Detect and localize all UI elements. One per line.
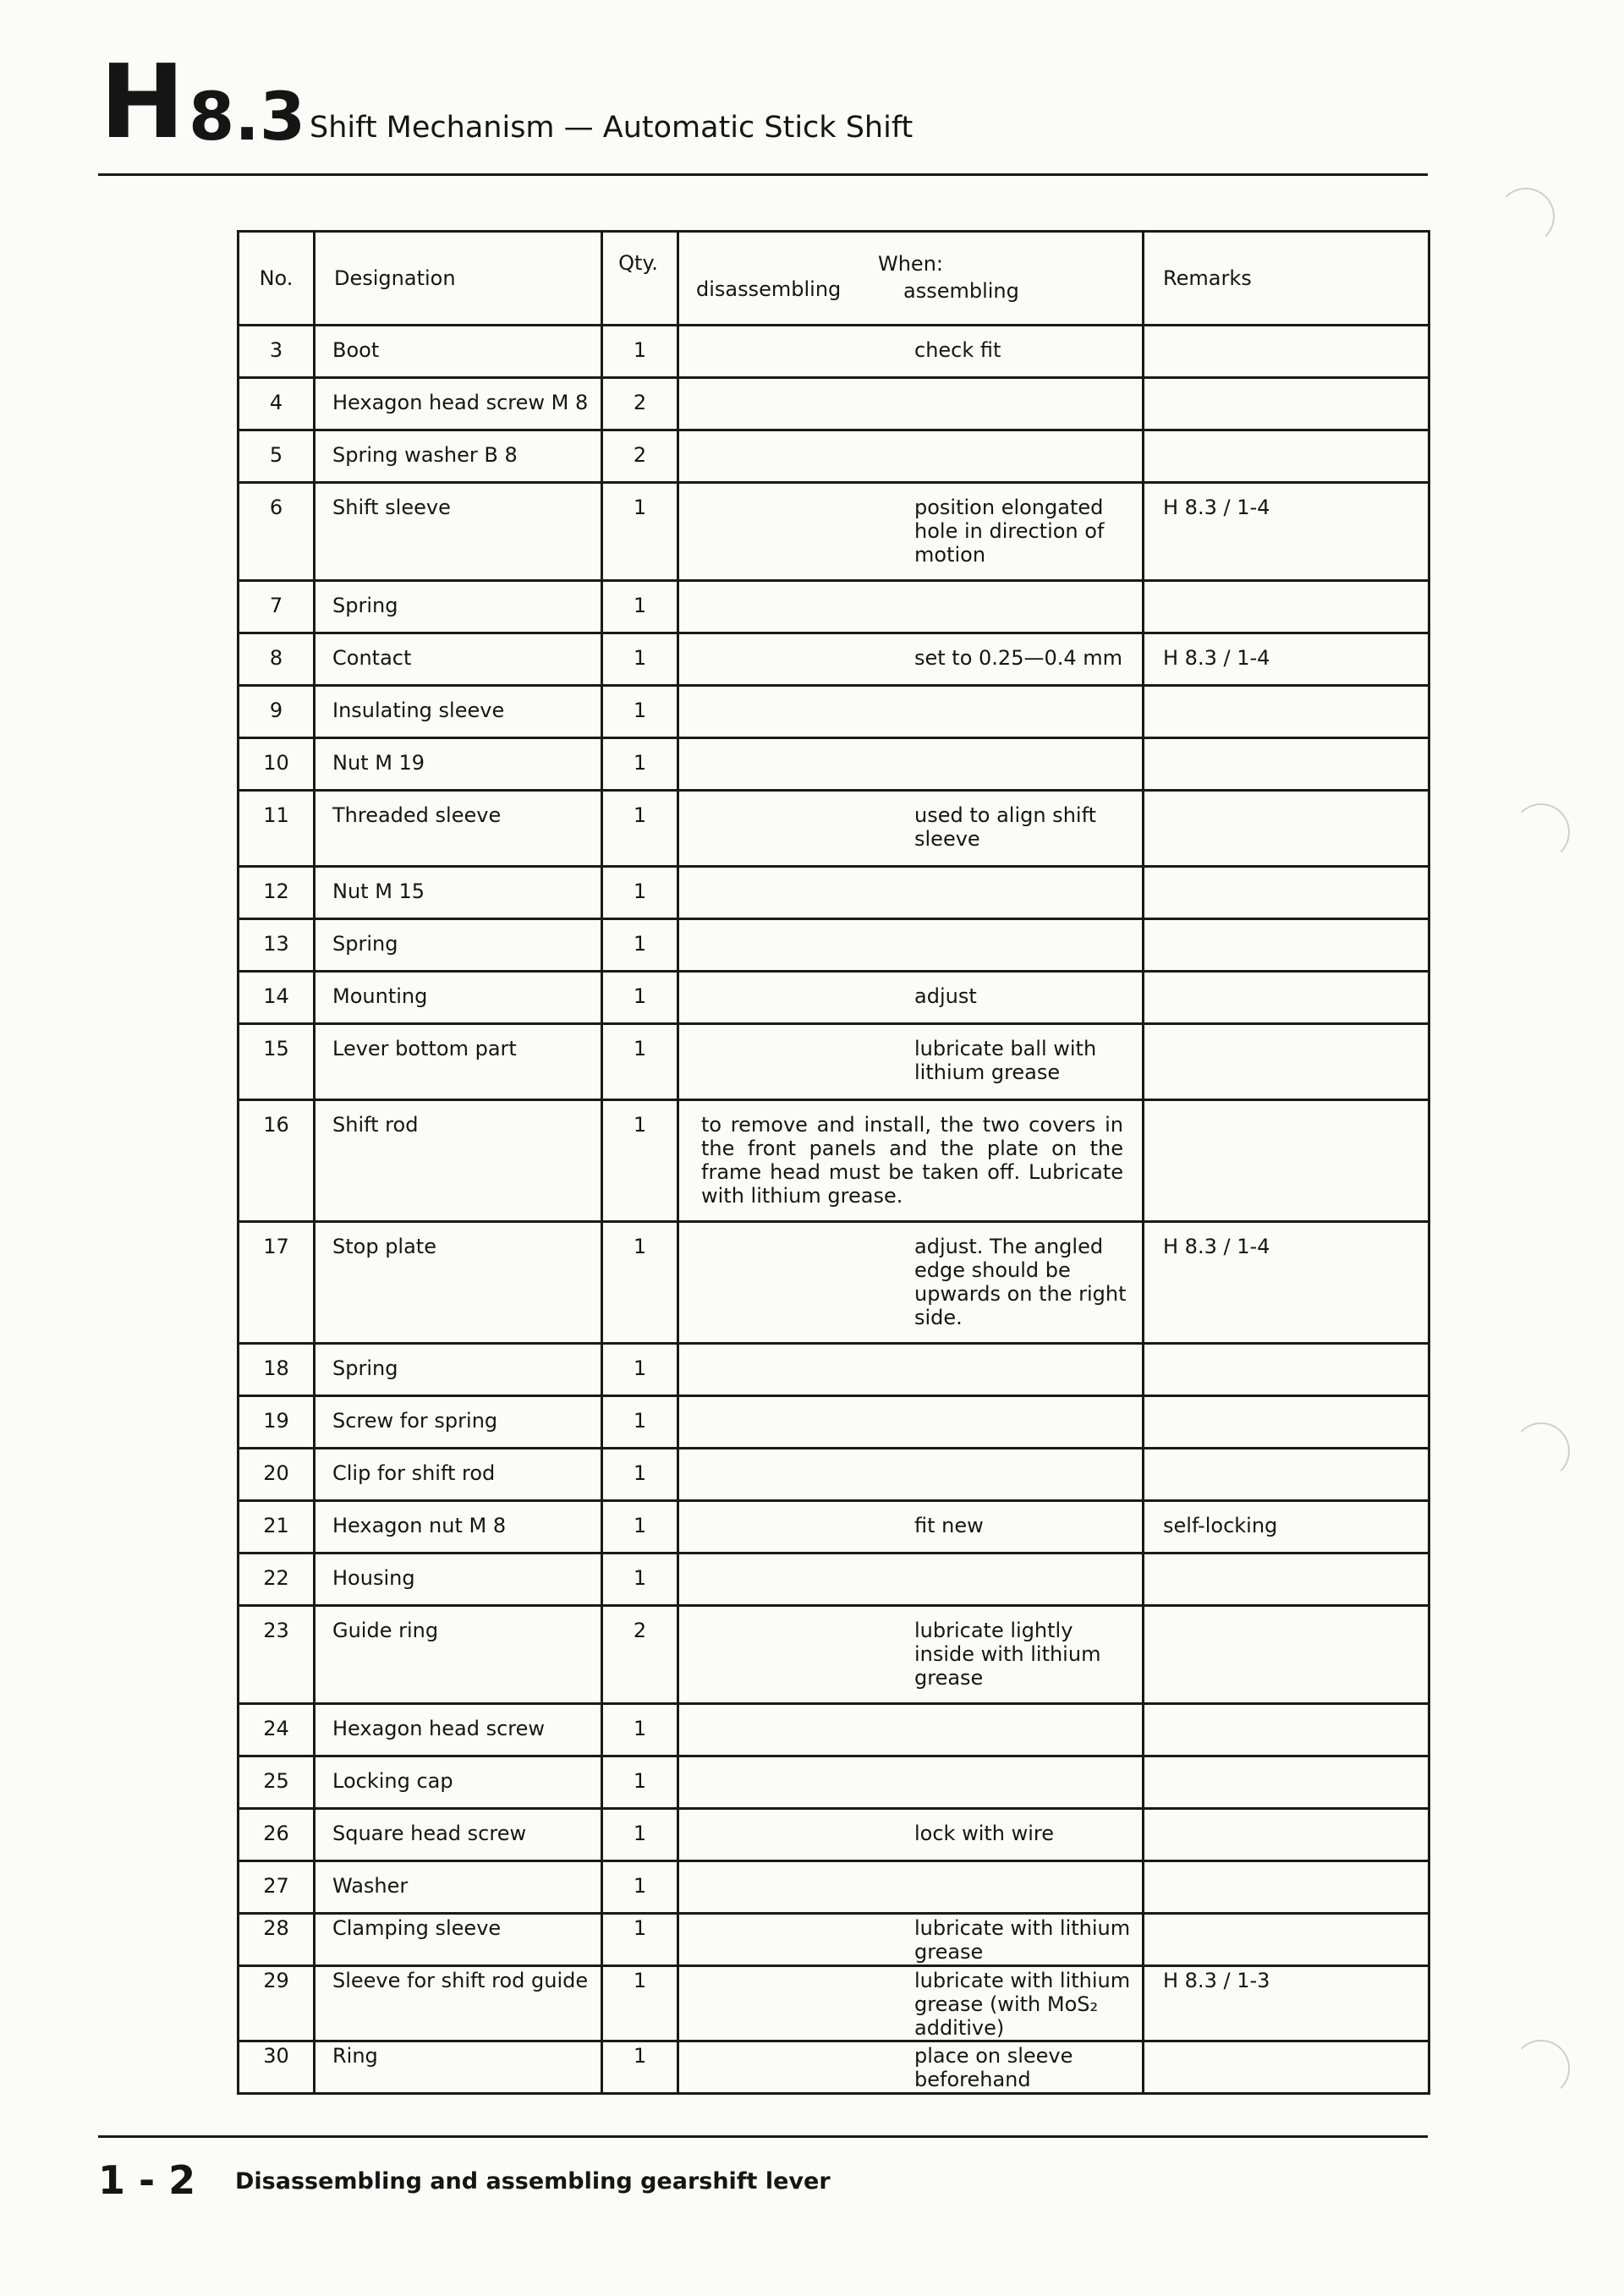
table-row [239,581,1429,633]
row-assembling-note: lock with wire [678,1809,1144,1861]
row-designation: Contact [315,633,602,686]
row-designation: Sleeve for shift rod guide [315,1966,602,2041]
table-row [239,1024,1429,1100]
row-designation: Screw for spring [315,1396,602,1449]
page-header [100,44,1428,162]
footer-title: Disassembling and assembling gearshift lever [235,2168,831,2195]
row-designation: Shift rod [315,1100,602,1222]
row-remarks [1144,2041,1429,2094]
col-header-remarks: Remarks [1144,232,1429,326]
row-qty: 1 [602,686,678,738]
row-remarks [1144,738,1429,791]
row-qty: 1 [602,1344,678,1396]
row-number: 6 [239,483,315,581]
row-number: 16 [239,1100,315,1222]
row-remarks [1144,1024,1429,1100]
row-remarks [1144,1449,1429,1501]
row-qty: 1 [602,1396,678,1449]
table-row [239,1100,1429,1222]
row-remarks: H 8.3 / 1-3 [1144,1966,1429,2041]
row-designation: Locking cap [315,1756,602,1809]
row-assembling-note [678,1449,1144,1501]
table-row [239,686,1429,738]
row-remarks [1144,1396,1429,1449]
row-qty: 1 [602,919,678,972]
row-when-note: to remove and install, the two covers in the front panels and the plate on the frame head must be taken off. Lubricate with lithium grease. [678,1100,1144,1222]
row-designation: Hexagon nut M 8 [315,1501,602,1553]
row-number: 24 [239,1704,315,1756]
table-row [239,791,1429,867]
row-number: 4 [239,378,315,430]
row-remarks [1144,1704,1429,1756]
row-qty: 1 [602,1449,678,1501]
table-row [239,1553,1429,1606]
row-number: 3 [239,326,315,378]
row-assembling-note [678,1756,1144,1809]
row-qty: 2 [602,1606,678,1704]
table-row [239,1861,1429,1914]
row-qty: 1 [602,1222,678,1344]
row-remarks [1144,867,1429,919]
col-header-designation: Designation [315,232,602,326]
row-qty: 1 [602,1024,678,1100]
row-number: 28 [239,1914,315,1966]
row-remarks [1144,686,1429,738]
row-qty: 1 [602,1966,678,2041]
row-number: 5 [239,430,315,483]
header-rule [98,173,1428,176]
row-qty: 1 [602,1914,678,1966]
row-remarks [1144,1809,1429,1861]
row-number: 15 [239,1024,315,1100]
parts-table [237,230,1430,2095]
row-designation: Clamping sleeve [315,1914,602,1966]
row-remarks [1144,1756,1429,1809]
row-designation: Washer [315,1861,602,1914]
row-qty: 1 [602,581,678,633]
row-designation: Clip for shift rod [315,1449,602,1501]
row-assembling-note [678,738,1144,791]
table-header-row [239,232,1429,326]
table-row [239,1222,1429,1344]
row-qty: 1 [602,1809,678,1861]
row-qty: 1 [602,2041,678,2094]
punch-hole-mark [1497,188,1555,245]
row-remarks [1144,1914,1429,1966]
punch-hole-mark [1512,2040,1570,2097]
table-row [239,1396,1429,1449]
punch-hole-mark [1512,803,1570,861]
punch-hole-mark [1512,1422,1570,1480]
row-number: 17 [239,1222,315,1344]
row-assembling-note [678,919,1144,972]
page-number: 1 - 2 [98,2157,196,2203]
row-number: 14 [239,972,315,1024]
table-row [239,2041,1429,2094]
row-assembling-note: lubricate lightly inside with lithium grease [678,1606,1144,1704]
row-designation: Mounting [315,972,602,1024]
row-assembling-note [678,867,1144,919]
col-header-assembling: assembling [903,279,1019,303]
row-assembling-note: adjust [678,972,1144,1024]
row-remarks: H 8.3 / 1-4 [1144,1222,1429,1344]
table-row [239,1809,1429,1861]
col-header-disassembling: disassembling [696,277,842,301]
row-assembling-note [678,1704,1144,1756]
row-assembling-note [678,378,1144,430]
section-number: 8.3 [189,79,306,156]
table-row [239,1344,1429,1396]
row-designation: Square head screw [315,1809,602,1861]
row-designation: Boot [315,326,602,378]
table-row [239,1704,1429,1756]
row-assembling-note [678,1861,1144,1914]
table-row [239,633,1429,686]
row-remarks [1144,791,1429,867]
row-assembling-note: place on sleeve beforehand [678,2041,1144,2094]
row-designation: Nut M 15 [315,867,602,919]
row-qty: 2 [602,378,678,430]
row-number: 19 [239,1396,315,1449]
col-header-qty: Qty. [602,232,678,326]
table-row [239,430,1429,483]
row-number: 23 [239,1606,315,1704]
table-row [239,1449,1429,1501]
table-row [239,483,1429,581]
row-remarks [1144,1553,1429,1606]
table-row [239,738,1429,791]
page-title: Shift Mechanism — Automatic Stick Shift [310,111,914,145]
row-number: 8 [239,633,315,686]
row-designation: Ring [315,2041,602,2094]
row-designation: Housing [315,1553,602,1606]
row-number: 20 [239,1449,315,1501]
row-remarks [1144,1344,1429,1396]
row-number: 26 [239,1809,315,1861]
row-assembling-note: check fit [678,326,1144,378]
row-number: 13 [239,919,315,972]
table-row [239,1756,1429,1809]
row-remarks [1144,430,1429,483]
row-qty: 1 [602,1100,678,1222]
row-number: 12 [239,867,315,919]
col-header-when [678,232,1144,326]
row-qty: 1 [602,1861,678,1914]
row-qty: 1 [602,633,678,686]
row-designation: Spring [315,581,602,633]
row-assembling-note: position elongated hole in direction of motion [678,483,1144,581]
row-designation: Spring [315,919,602,972]
table-row [239,326,1429,378]
row-designation: Nut M 19 [315,738,602,791]
table-row [239,972,1429,1024]
row-remarks: H 8.3 / 1-4 [1144,483,1429,581]
table-row [239,378,1429,430]
row-designation: Spring washer B 8 [315,430,602,483]
row-number: 9 [239,686,315,738]
row-number: 18 [239,1344,315,1396]
row-qty: 2 [602,430,678,483]
row-remarks: H 8.3 / 1-4 [1144,633,1429,686]
row-number: 7 [239,581,315,633]
row-assembling-note: lubricate ball with lithium grease [678,1024,1144,1100]
row-assembling-note [678,686,1144,738]
row-designation: Hexagon head screw [315,1704,602,1756]
row-number: 11 [239,791,315,867]
row-number: 27 [239,1861,315,1914]
row-remarks [1144,1100,1429,1222]
row-remarks [1144,326,1429,378]
row-number: 25 [239,1756,315,1809]
row-designation: Guide ring [315,1606,602,1704]
row-qty: 1 [602,867,678,919]
row-remarks [1144,1861,1429,1914]
row-assembling-note: set to 0.25—0.4 mm [678,633,1144,686]
row-designation: Hexagon head screw M 8 [315,378,602,430]
row-designation: Lever bottom part [315,1024,602,1100]
table-body [239,326,1429,2094]
row-assembling-note: lubricate with lithium grease [678,1914,1144,1966]
table-row [239,1914,1429,1966]
row-assembling-note [678,1553,1144,1606]
section-letter: H [100,44,184,162]
row-qty: 1 [602,791,678,867]
col-header-no: No. [239,232,315,326]
row-number: 30 [239,2041,315,2094]
row-qty: 1 [602,1756,678,1809]
row-number: 21 [239,1501,315,1553]
row-remarks [1144,972,1429,1024]
row-assembling-note: used to align shift sleeve [678,791,1144,867]
row-designation: Shift sleeve [315,483,602,581]
row-qty: 1 [602,1553,678,1606]
row-designation: Threaded sleeve [315,791,602,867]
row-designation: Stop plate [315,1222,602,1344]
row-assembling-note [678,1396,1144,1449]
row-designation: Insulating sleeve [315,686,602,738]
row-assembling-note: fit new [678,1501,1144,1553]
row-remarks [1144,581,1429,633]
row-assembling-note: lubricate with lithium grease (with MoS₂ additive) [678,1966,1144,2041]
row-assembling-note: adjust. The angled edge should be upwards on the right side. [678,1222,1144,1344]
row-remarks [1144,378,1429,430]
row-qty: 1 [602,972,678,1024]
row-qty: 1 [602,326,678,378]
table-row [239,919,1429,972]
row-remarks: self-locking [1144,1501,1429,1553]
row-number: 29 [239,1966,315,2041]
row-number: 10 [239,738,315,791]
row-qty: 1 [602,738,678,791]
table-row [239,1966,1429,2041]
row-qty: 1 [602,1704,678,1756]
table-row [239,1501,1429,1553]
table-row [239,867,1429,919]
footer-rule [98,2135,1428,2138]
table-row [239,1606,1429,1704]
col-header-when-title: When: [877,252,943,276]
row-assembling-note [678,1344,1144,1396]
row-assembling-note [678,430,1144,483]
row-number: 22 [239,1553,315,1606]
row-remarks [1144,1606,1429,1704]
row-qty: 1 [602,483,678,581]
row-qty: 1 [602,1501,678,1553]
row-remarks [1144,919,1429,972]
row-designation: Spring [315,1344,602,1396]
row-assembling-note [678,581,1144,633]
